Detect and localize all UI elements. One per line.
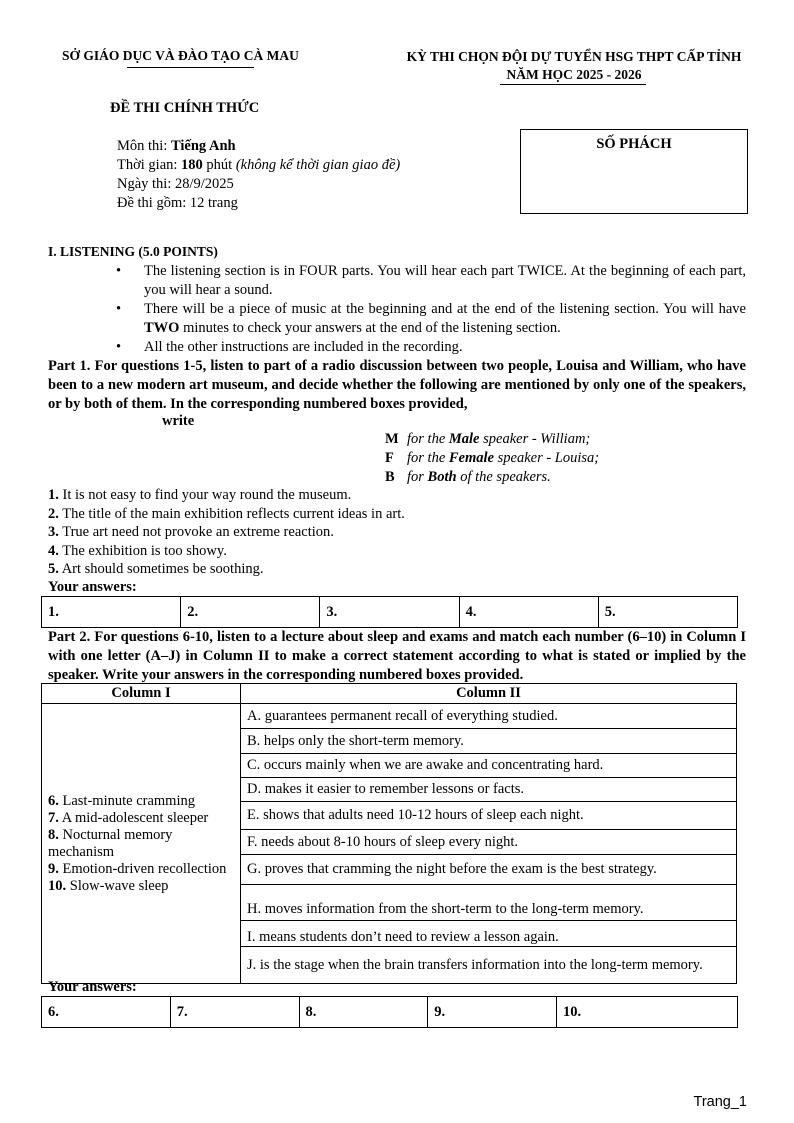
section-title: I. LISTENING (5.0 POINTS) [48,244,218,259]
answer-box[interactable]: 6. [42,997,171,1028]
question-number: 3. [48,524,59,540]
column-i-cell [42,704,241,984]
bullet-text: All the other instructions are included in the recording. [144,339,463,355]
answer-box[interactable]: 7. [170,997,299,1028]
bullet-text: The listening section is in FOUR parts. You will hear each part TWICE. At the beginning of each part, you will hear a sound. [144,263,746,298]
bullet-dot: • [116,301,122,317]
question-number: 4. [48,542,59,559]
column-ii-item: J. is the stage when the brain transfers information into the long-term memory. [241,947,737,984]
time-line [117,156,400,175]
time-label: Thời gian: [117,157,182,173]
key-bold: Both [427,469,457,485]
question-item [48,560,405,579]
department-underline [127,67,254,68]
instruction-bullet [116,300,746,338]
question-item [48,542,405,561]
column-ii-item: I. means students don’t need to review a lesson again. [241,921,737,947]
page-number: Trang_1 [693,1094,747,1110]
page-count: Đề thi gồm: 12 trang [117,195,238,211]
item-text: Nocturnal memory mechanism [48,826,173,860]
part1-answer-table [41,596,738,628]
exam-meta [117,137,400,213]
column-ii-item: C. occurs mainly when we are awake and concentrating hard. [241,754,737,778]
question-number: 1. [48,487,59,503]
instruction-bullet [116,338,746,357]
key-letter: F [385,450,394,466]
key-row [385,430,599,449]
question-item [48,486,405,505]
time-value: 180 [181,157,203,173]
key-pre: for [407,469,428,485]
item-text: Last-minute cramming [58,792,195,809]
question-item [48,505,405,524]
column-ii-header: Column II [241,684,737,704]
question-number: 5. [48,561,59,577]
key-row [385,468,599,487]
time-note: (không kể thời gian giao đề) [235,157,401,173]
answer-box[interactable]: 1. [42,597,181,628]
column-ii-item: D. makes it easier to remember lessons or facts. [241,778,737,802]
key-post: speaker - William; [479,431,591,447]
question-text: Art should sometimes be soothing. [58,561,264,577]
key-letter: B [385,469,395,485]
item-number: 10. [48,877,67,894]
subject-value: Tiếng Anh [170,138,236,154]
column-ii-item: E. shows that adults need 10-12 hours of sleep each night. [241,802,737,830]
subject-label: Môn thi: [117,138,171,154]
so-phach-label: SỐ PHÁCH [596,136,672,152]
column-ii-item: A. guarantees permanent recall of everything studied. [241,704,737,729]
question-text: True art need not provoke an extreme reaction. [58,524,334,540]
column-i-item [48,827,234,861]
matching-table [41,683,737,984]
bullet2-part-c: minutes to check your answers at the end of the listening section. [179,320,561,336]
part1-your-answers: Your answers: [48,579,137,595]
key-bold: Male [448,431,480,447]
part2-answer-table [41,996,738,1028]
question-text: It is not easy to find your way round the museum. [58,487,352,503]
item-text: Emotion-driven recollection [58,860,227,877]
key-bold: Female [448,450,494,466]
so-phach-box [520,129,748,214]
exam-year: NĂM HỌC 2025 - 2026 [506,67,642,82]
time-unit: phút [202,157,236,173]
column-i-item [48,793,234,810]
instruction-bullet [116,262,746,300]
answer-box[interactable]: 8. [299,997,428,1028]
column-ii-item: F. needs about 8-10 hours of sleep every night. [241,830,737,855]
item-number: 9. [48,860,59,877]
key-row [385,449,599,468]
key-pre: for the [407,431,449,447]
column-ii-item: G. proves that cramming the night before the exam is the best strategy. [241,855,737,885]
answer-box[interactable]: 4. [459,597,598,628]
part1-write: write [162,413,195,429]
official-exam-label: ĐỀ THI CHÍNH THỨC [110,100,260,116]
key-letter: M [385,431,399,447]
exam-title [388,48,760,84]
bullet-dot: • [116,263,122,279]
answer-box[interactable]: 5. [598,597,737,628]
answer-box[interactable]: 9. [428,997,557,1028]
part1-questions [48,486,405,579]
answer-box[interactable]: 2. [181,597,320,628]
bullet2-part-a: There will be a piece of music at the beginning and at the end of the listening section. You will have [144,301,746,317]
item-text: Slow-wave sleep [66,877,169,894]
key-post: of the speakers. [456,469,551,485]
subject-line [117,137,400,156]
column-i-header: Column I [42,684,241,704]
column-i-item [48,861,234,878]
column-ii-item: B. helps only the short-term memory. [241,729,737,754]
key-pre: for the [407,450,449,466]
question-item [48,523,405,542]
bullet-text [144,300,746,338]
department-name: SỞ GIÁO DỤC VÀ ĐÀO TẠO CÀ MAU [62,48,299,63]
part1-instructions: Part 1. For questions 1-5, listen to part of a radio discussion between two people, Louisa and William, who have been to a new modern art museum, and decide whether the following are mentioned by only one of the speakers, or by both of them. In the corresponding numbered boxes provided, [48,358,746,412]
bullet-dot: • [116,339,122,355]
item-number: 7. [48,809,59,826]
answer-box[interactable]: 10. [557,997,738,1028]
item-text: A mid-adolescent sleeper [58,809,209,826]
answer-key-legend [385,430,599,487]
part2-your-answers: Your answers: [48,979,137,995]
column-i-item [48,878,234,895]
item-number: 8. [48,826,59,843]
question-number: 2. [48,505,59,522]
item-number: 6. [48,792,59,809]
answer-box[interactable]: 3. [320,597,459,628]
key-post: speaker - Louisa; [494,450,600,466]
column-i-item [48,810,234,827]
exam-date: Ngày thi: 28/9/2025 [117,176,234,192]
part2-instructions: Part 2. For questions 6-10, listen to a lecture about sleep and exams and match each number (6–10) in Column I with one letter (A–J) in Column II to make a correct statement according to what is stated or implied by the speaker. Write your answers in the corresponding numbered boxes provided. [48,629,746,683]
question-text: The title of the main exhibition reflects current ideas in art. [58,505,405,522]
bullet2-part-b: TWO [144,320,180,336]
column-ii-item: H. moves information from the short-term to the long-term memory. [241,885,737,921]
exam-year-underline [500,84,646,85]
exam-title-line1: KỲ THI CHỌN ĐỘI DỰ TUYỂN HSG THPT CẤP TỈNH [406,49,742,64]
question-text: The exhibition is too showy. [58,542,227,559]
